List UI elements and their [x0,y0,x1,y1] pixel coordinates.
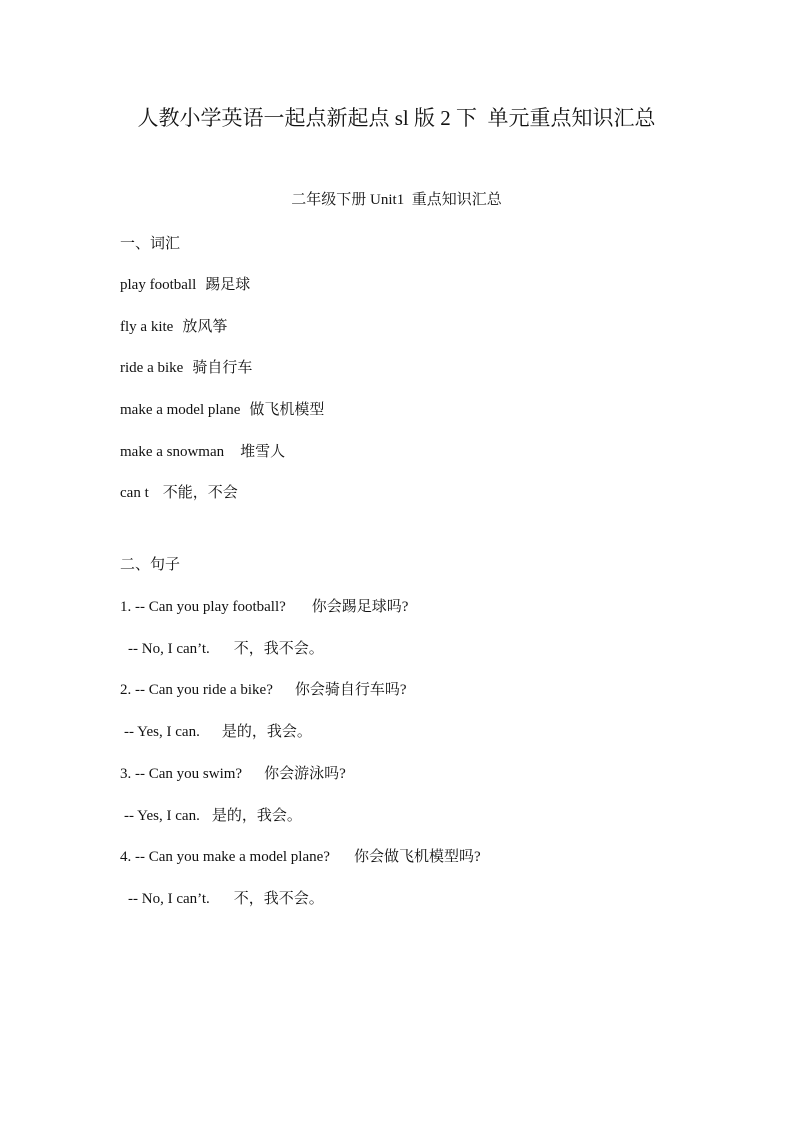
sentence-line [120,847,481,867]
vocab-en: play football [120,277,197,293]
sentence-zh: 你会骑自行车吗? [294,682,407,698]
vocab-heading: 一、词汇 [120,236,181,252]
sentence-en: -- No, I can’t. [128,891,210,907]
sentence-zh: 是的，我会。 [211,808,302,824]
vocab-item [120,358,252,378]
sentence-zh: 不，我不会。 [233,891,324,907]
vocab-en: can t [120,485,149,501]
sentence-zh: 是的，我会。 [221,724,312,740]
sentence-line [124,806,302,826]
sentences-heading: 二、句子 [120,557,181,573]
vocab-zh: 放风筝 [182,319,228,335]
sentence-en: 4. -- Can you make a model plane? [120,849,330,865]
sentence-line [124,722,312,742]
sentence-zh: 不，我不会。 [233,641,324,657]
sentence-en: 3. -- Can you swim? [120,766,243,782]
vocab-item [120,317,227,337]
vocab-zh: 踢足球 [205,277,251,293]
sentence-zh: 你会游泳吗? [264,766,346,782]
sentence-line [120,680,407,700]
sentence-en: 2. -- Can you ride a bike? [120,682,273,698]
vocab-en: fly a kite [120,319,174,335]
sentence-line [120,597,408,617]
vocab-item [120,442,285,462]
sentence-zh: 你会做飞机模型吗? [353,849,481,865]
vocab-zh: 骑自行车 [192,360,253,376]
unit-subtitle: 二年级下册 Unit1 重点知识汇总 [291,192,502,208]
vocab-en: ride a bike [120,360,184,376]
sentence-en: -- Yes, I can. [124,808,200,824]
sentence-en: -- Yes, I can. [124,724,200,740]
vocab-zh: 不能，不会 [162,485,238,501]
sentence-zh: 你会踢足球吗? [311,599,409,615]
vocab-zh: 做飞机模型 [249,402,325,418]
sentence-en: 1. -- Can you play football? [120,599,286,615]
vocab-zh: 堆雪人 [240,444,286,460]
vocab-item [120,275,250,295]
vocab-item [120,400,324,420]
sentence-line [128,639,324,659]
vocab-en: make a model plane [120,402,241,418]
page-title: 人教小学英语一起点新起点 sl 版 2 下 单元重点知识汇总 [137,106,656,130]
vocab-en: make a snowman [120,444,225,460]
sentence-line [120,764,346,784]
sentence-en: -- No, I can’t. [128,641,210,657]
vocab-item [120,483,238,503]
sentence-line [128,889,324,909]
